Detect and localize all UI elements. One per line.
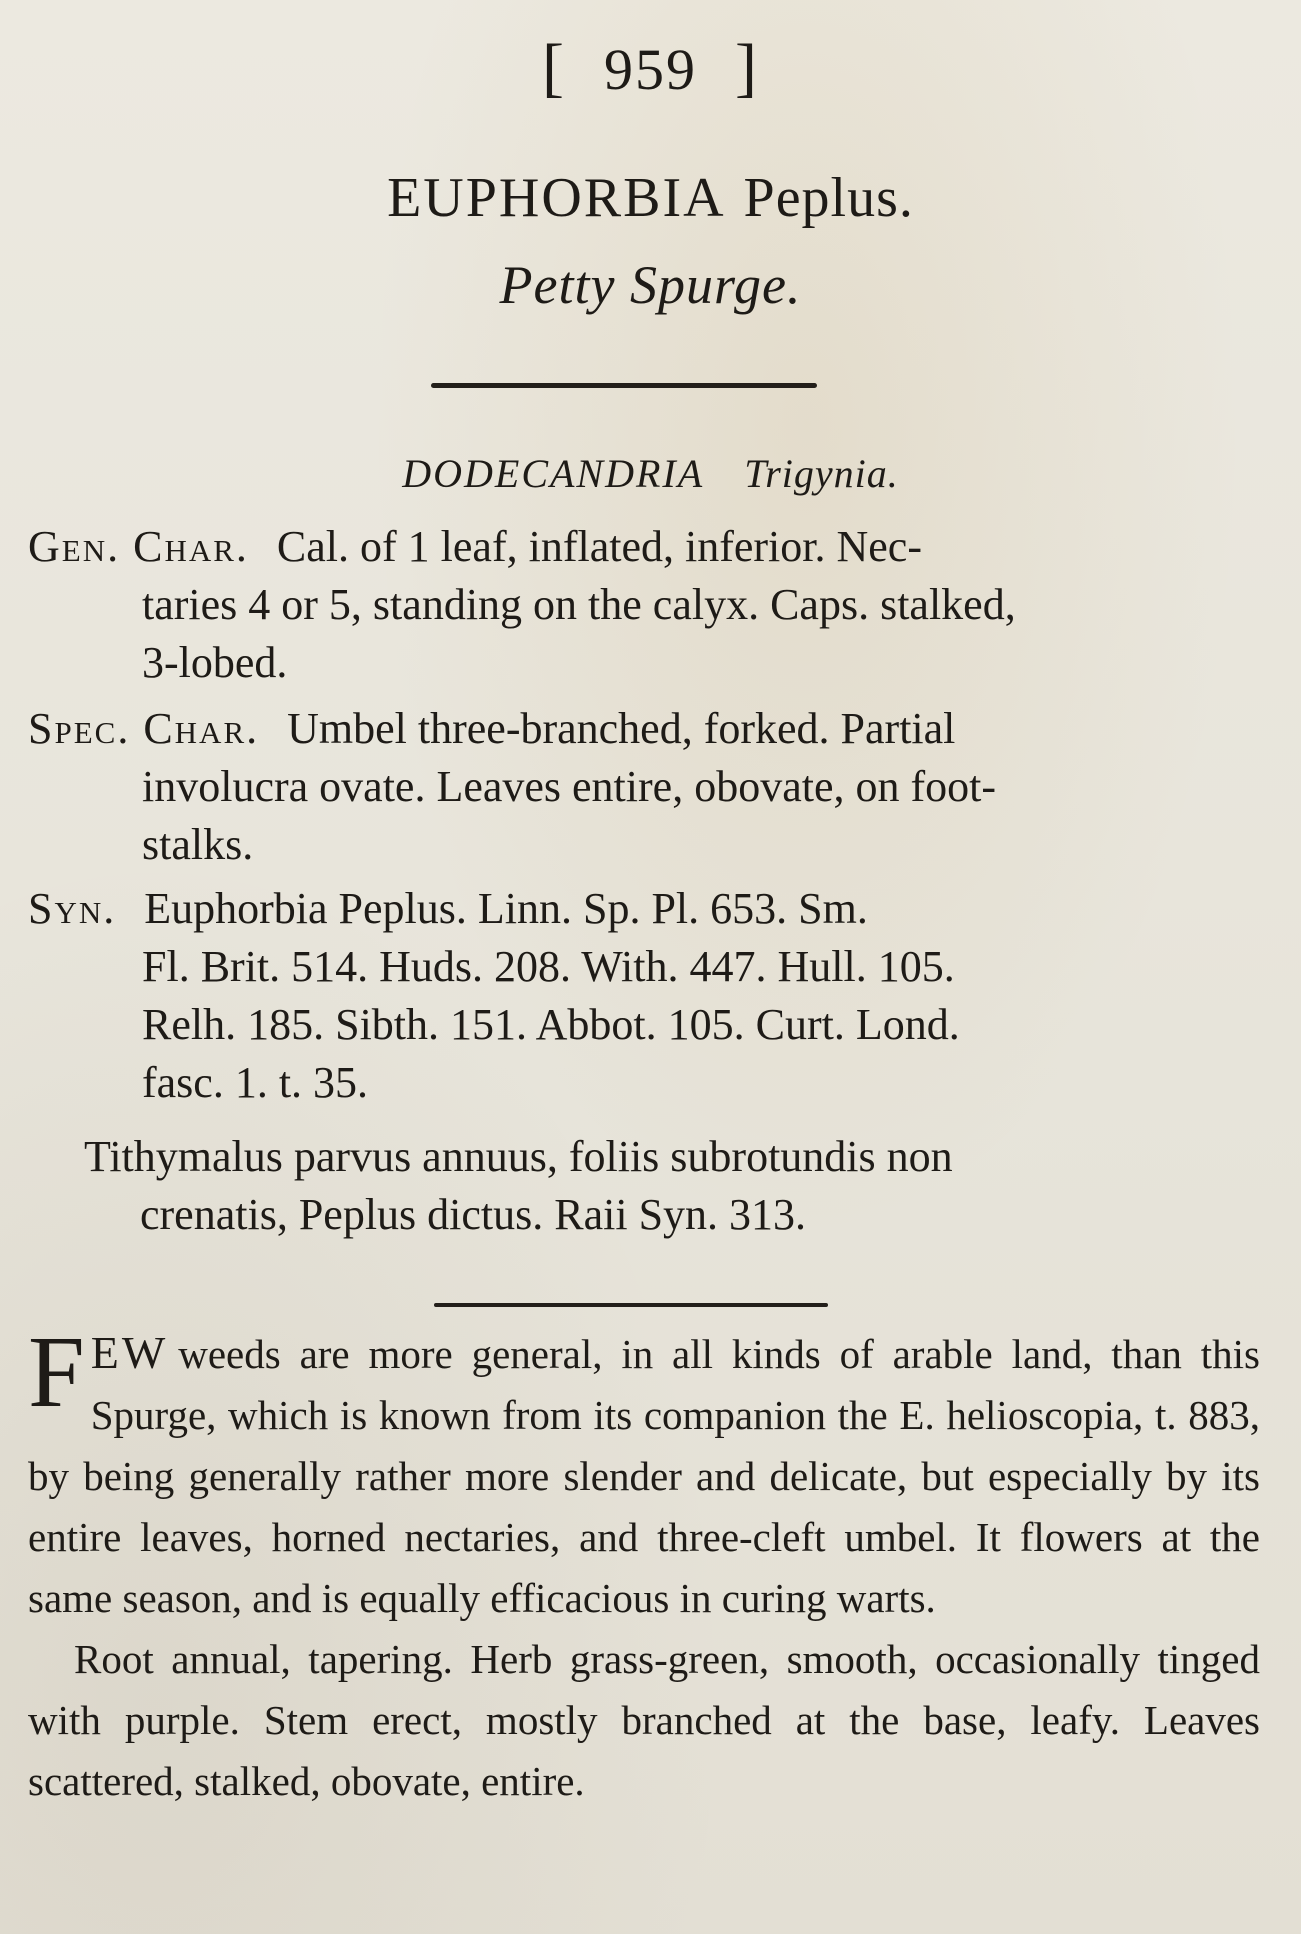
open-bracket: [ [542, 31, 566, 104]
bottom-divider [434, 1303, 828, 1307]
specific-character-line-3: stalks. [142, 820, 254, 869]
drop-cap: F [28, 1316, 85, 1429]
genus-name: EUPHORBIA [387, 167, 726, 229]
drop-cap-rest: EW [90, 1327, 169, 1378]
specific-character-label: Spec. Char. [28, 704, 260, 753]
second-synonym-line-1: Tithymalus parvus annuus, foliis subrotundis non [84, 1132, 953, 1181]
top-divider [431, 383, 817, 388]
description-paragraph-2 [28, 1629, 1260, 1812]
class-name: DODECANDRIA [402, 451, 705, 496]
page-number-header [0, 30, 1301, 106]
synonyms-line-1: Euphorbia Peplus. Linn. Sp. Pl. 653. Sm. [144, 884, 868, 933]
second-synonym [84, 1128, 1260, 1244]
synonyms-line-3: Relh. 185. Sibth. 151. Abbot. 105. Curt. Lond. [142, 1000, 960, 1049]
specific-character-line-2: involucra ovate. Leaves entire, obovate, on foot- [142, 762, 997, 811]
paragraph-1-text: weeds are more general, in all kinds of arable land, than this Spurge, which is known from its companion the E. helioscopia, t. 883, by being generally rather more slender and delicate, but especially by its entire leaves, horned nectaries, and three-cleft umbel. It flowers at the same season, and is equally efficacious in curing warts. [28, 1331, 1260, 1621]
description-text [28, 1316, 1260, 1812]
page-number: 959 [604, 37, 697, 102]
generic-character-line-1: Cal. of 1 leaf, inflated, inferior. Nec- [276, 522, 922, 571]
generic-character-line-2: taries 4 or 5, standing on the calyx. Caps. stalked, [142, 580, 1016, 629]
specific-character-line-1: Umbel three-branched, forked. Partial [287, 704, 956, 753]
synonyms-line-4: fasc. 1. t. 35. [142, 1058, 369, 1107]
species-title [0, 166, 1301, 230]
specific-character [28, 700, 1260, 874]
generic-character-line-3: 3-lobed. [142, 638, 288, 687]
second-synonym-line-2: crenatis, Peplus dictus. Raii Syn. 313. [140, 1190, 807, 1239]
synonyms-label: Syn. [28, 884, 117, 933]
description-paragraph-1 [28, 1316, 1260, 1629]
synonyms-line-2: Fl. Brit. 514. Huds. 208. With. 447. Hull. 105. [142, 942, 955, 991]
paragraph-2-text: Root annual, tapering. Herb grass-green, smooth, occasionally tinged with purple. Stem erect, mostly branched at the base, leafy. Leaves scattered, stalked, obovate, entire. [28, 1636, 1260, 1804]
generic-character-label: Gen. Char. [28, 522, 249, 571]
synonyms [28, 880, 1260, 1112]
close-bracket: ] [735, 31, 759, 104]
order-name: Trigynia. [744, 451, 899, 496]
species-name: Peplus. [743, 167, 914, 229]
linnaean-classification [0, 450, 1301, 497]
generic-character [28, 518, 1260, 692]
common-name: Petty Spurge. [499, 255, 802, 315]
